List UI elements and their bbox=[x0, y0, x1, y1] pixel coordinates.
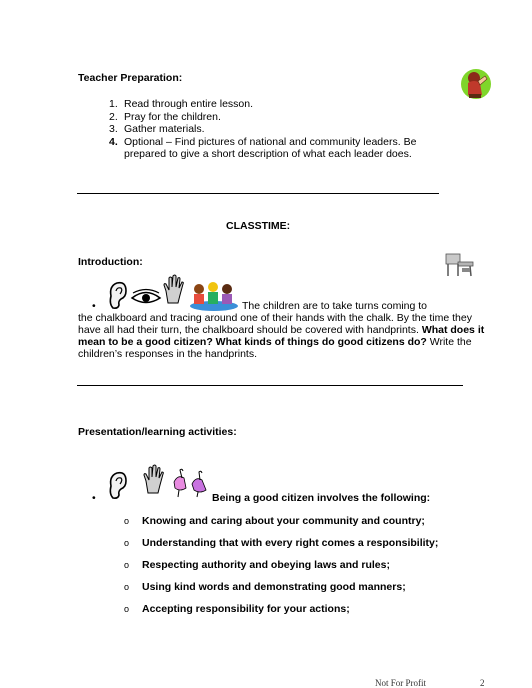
list-item: o Understanding that with every right comes a responsibility; bbox=[124, 537, 439, 549]
children-group-icon bbox=[189, 280, 239, 312]
list-item-continuation: prepared to give a short description of what each leader does. bbox=[124, 148, 412, 160]
footer-text: Not For Profit bbox=[375, 678, 427, 688]
divider bbox=[77, 193, 439, 194]
page-number: 2 bbox=[480, 678, 485, 688]
ear-icon bbox=[107, 280, 129, 310]
bullet: • bbox=[92, 300, 96, 312]
introduction-heading: Introduction: bbox=[78, 256, 143, 268]
classtime-heading: CLASSTIME: bbox=[226, 220, 291, 232]
desk-chair-icon bbox=[444, 250, 476, 278]
teacher-preparation-heading: Teacher Preparation: bbox=[78, 72, 183, 84]
presentation-heading: Presentation/learning activities: bbox=[78, 426, 237, 438]
intro-line-4: mean to be a good citizen? What kinds of things do good citizens do? Write the bbox=[78, 336, 472, 348]
intro-line-2: the chalkboard and tracing around one of their hands with the chalk. By the time they bbox=[78, 312, 472, 324]
intro-line-5: children’s responses in the handprints. bbox=[78, 348, 257, 360]
list-item: 3. Gather materials. bbox=[109, 123, 205, 135]
hand-icon bbox=[142, 463, 166, 495]
intro-line-1: The children are to take turns coming to bbox=[242, 300, 428, 312]
eye-icon bbox=[131, 290, 161, 306]
list-item: o Accepting responsibility for your actions; bbox=[124, 603, 350, 615]
bullet: • bbox=[92, 492, 96, 504]
list-item: o Using kind words and demonstrating good manners; bbox=[124, 581, 406, 593]
list-item: 2. Pray for the children. bbox=[109, 110, 221, 123]
list-item: o Knowing and caring about your community and country; bbox=[124, 515, 425, 527]
list-item: o Respecting authority and obeying laws and rules; bbox=[124, 559, 390, 571]
list-item: 1. Read through entire lesson. bbox=[109, 98, 253, 110]
flamingo-icon bbox=[170, 468, 210, 498]
list-item: 4. Optional – Find pictures of national and community leaders. Be bbox=[109, 135, 417, 148]
preparation-list bbox=[109, 98, 416, 161]
intro-line-3: have all had their turn, the chalkboard should be covered with handprints. What does it bbox=[78, 324, 485, 336]
ear-icon bbox=[107, 470, 129, 500]
praying-child-icon bbox=[460, 67, 492, 101]
presentation-lead: Being a good citizen involves the following: bbox=[212, 492, 431, 504]
divider bbox=[77, 385, 463, 386]
hand-icon bbox=[162, 273, 186, 305]
